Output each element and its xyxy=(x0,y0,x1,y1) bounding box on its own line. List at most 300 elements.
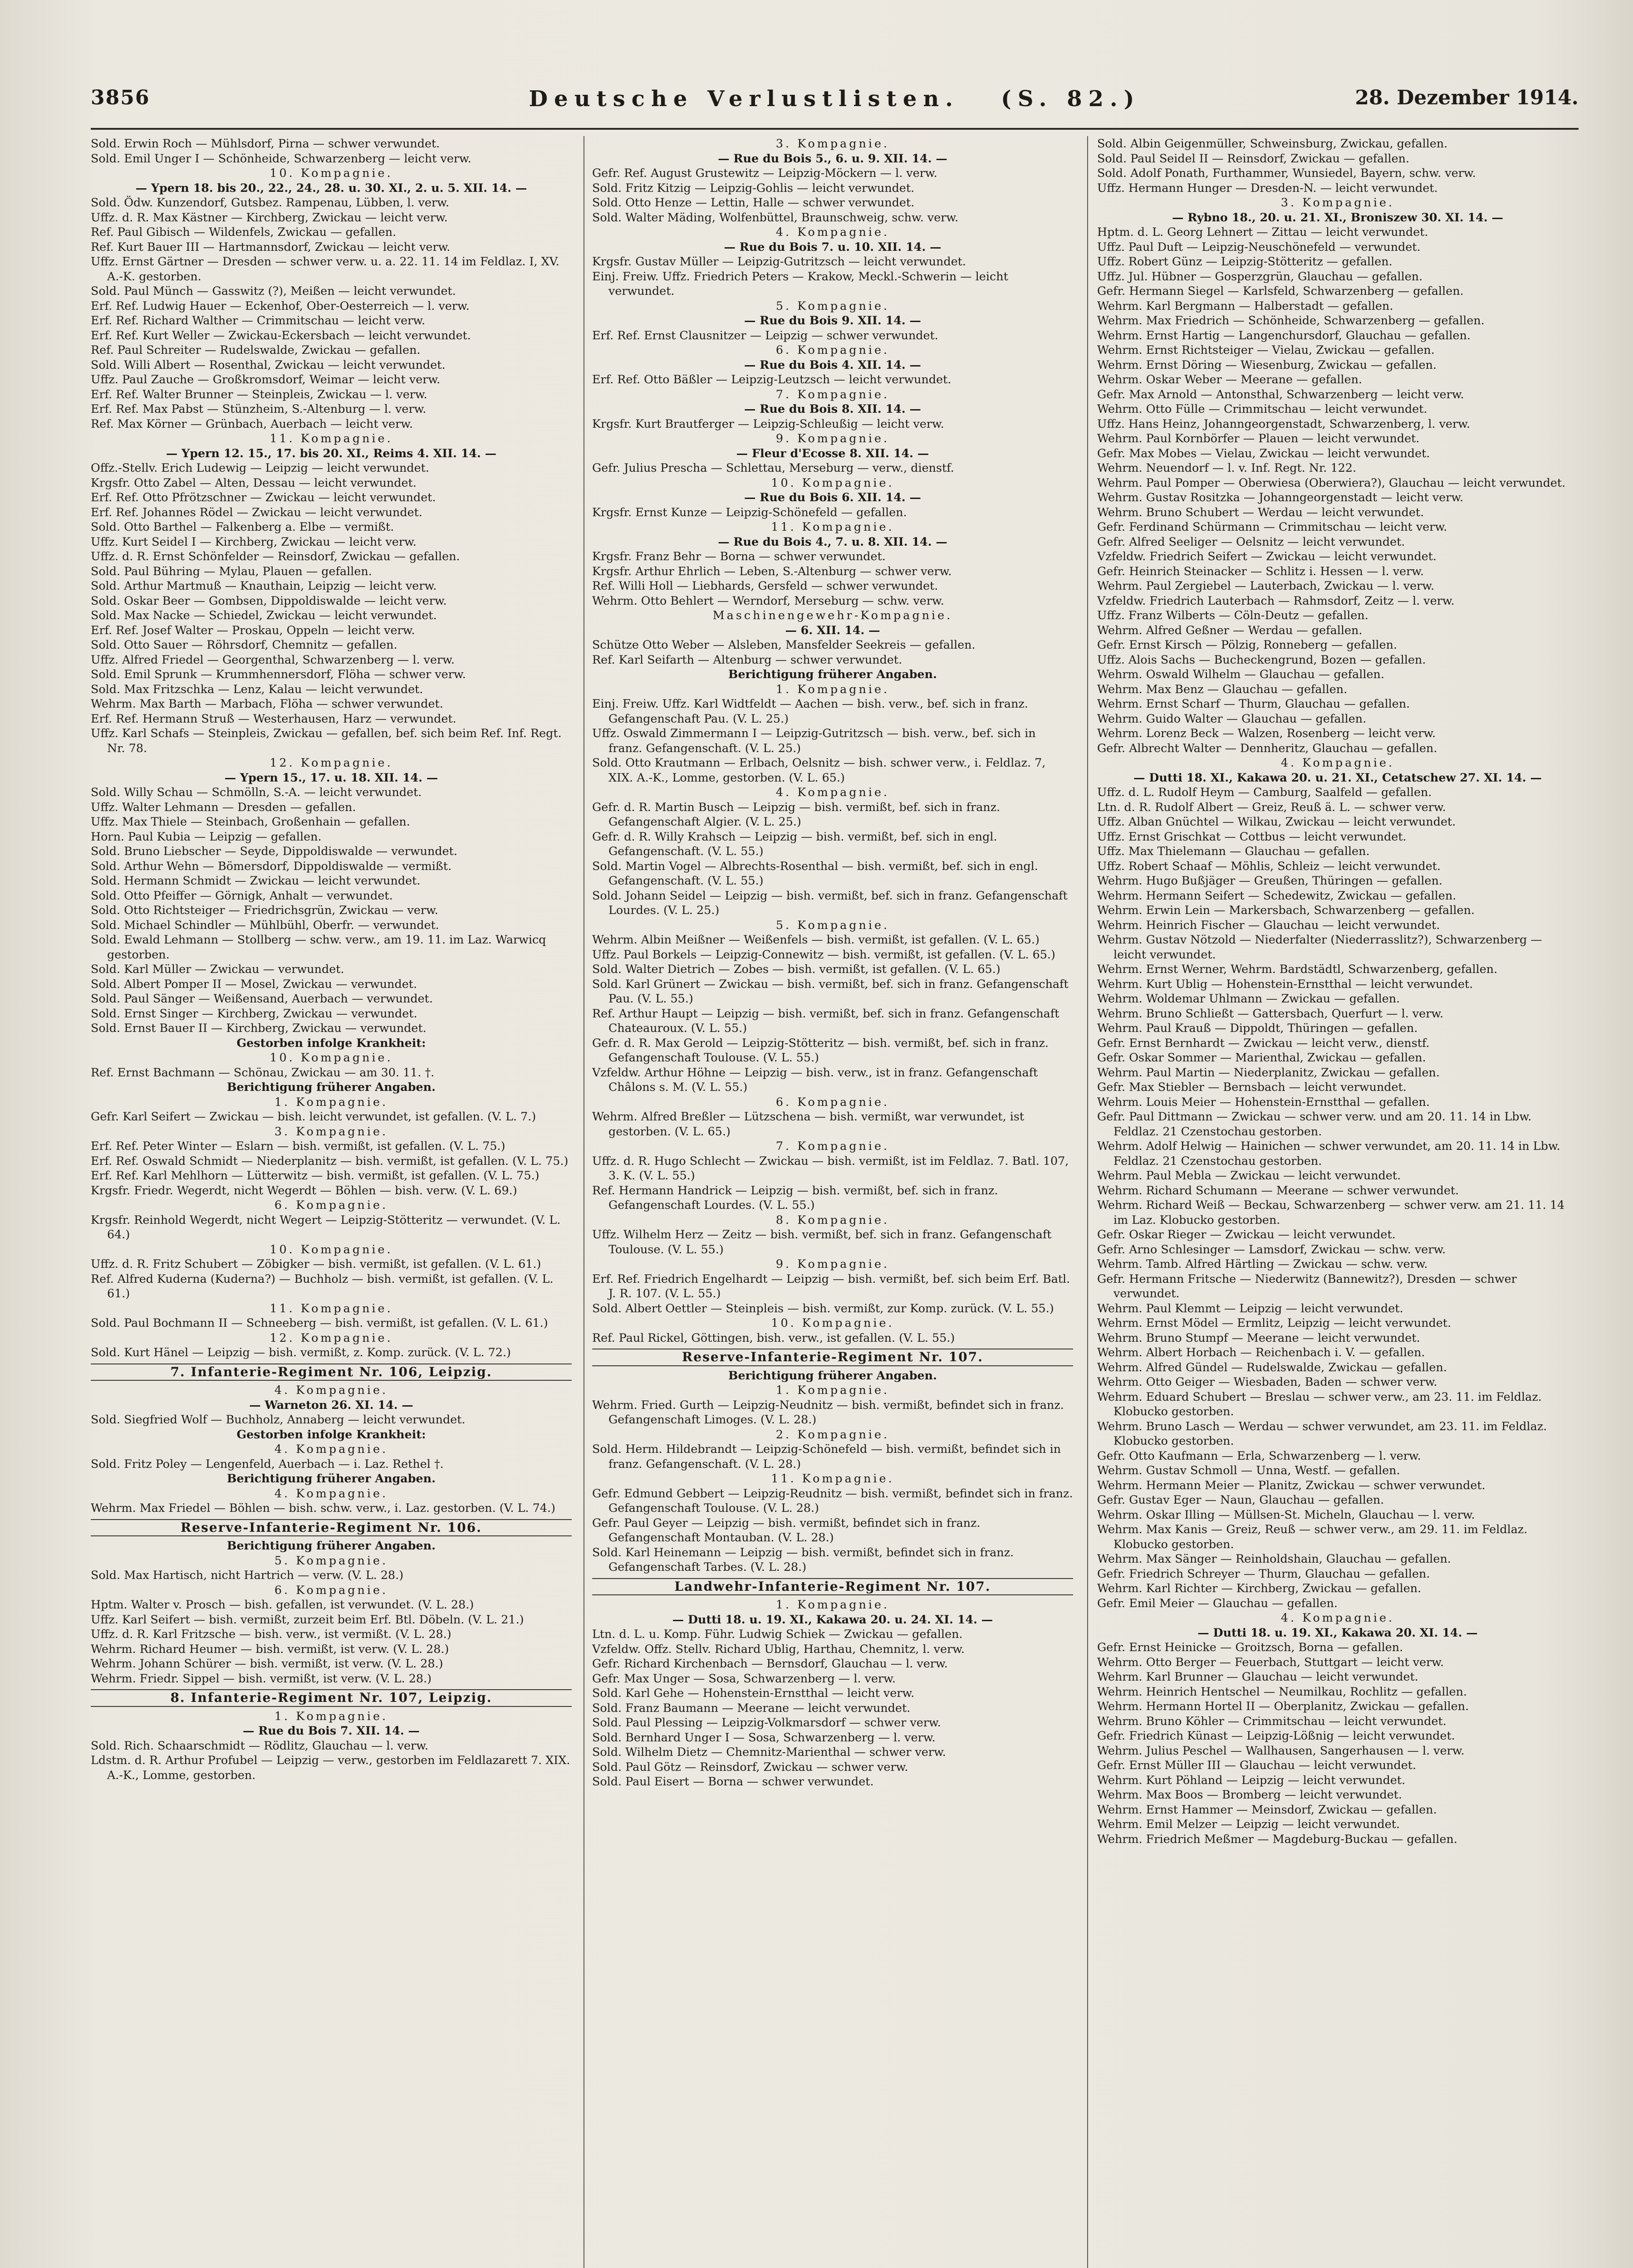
casualty-entry: Uffz. Jul. Hübner — Gosperzgrün, Glauchau — gefallen. xyxy=(1097,269,1423,283)
casualty-entry: Sold. Otto Sauer — Röhrsdorf, Chemnitz — gefallen. xyxy=(91,638,397,651)
casualty-entry: Sold. Arthur Wehn — Bömersdorf, Dippoldiswalde — vermißt. xyxy=(91,859,452,873)
casualty-entry: Uffz. Franz Wilberts — Cöln-Deutz — gefallen. xyxy=(1097,608,1368,622)
casualty-entry: Wehrm. Guido Walter — Glauchau — gefallen. xyxy=(1097,711,1367,725)
company-heading: 2. Kompagnie. xyxy=(775,1427,890,1441)
casualty-entry: Uffz. Oswald Zimmermann I — Leipzig-Gutritzsch — bish. verw., bef. sich in franz. Gefangenschaft. (V. L. 25.) xyxy=(592,726,1036,755)
casualty-entry: Vzfeldw. Arthur Höhne — Leipzig — bish. verw., ist in franz. Gefangenschaft Châlons s. M. (V. L. 55.) xyxy=(592,1065,1038,1094)
casualty-entry: Sold. Max Nacke — Schiedel, Zwickau — leicht verwundet. xyxy=(91,608,437,622)
casualty-entry: Erf. Ref. Johannes Rödel — Zwickau — leicht verwundet. xyxy=(91,505,422,519)
casualty-entry: Sold. Emil Unger I — Schönheide, Schwarzenberg — leicht verw. xyxy=(91,151,471,165)
casualty-entry: Uffz. Robert Günz — Leipzig-Stötteritz — gefallen. xyxy=(1097,254,1393,268)
casualty-entry: Sold. Karl Heinemann — Leipzig — bish. vermißt, befindet sich in franz. Gefangenschaft Tarbes. (V. L. 28.) xyxy=(592,1545,1014,1574)
casualty-entry: Wehrm. Hugo Bußjäger — Greußen, Thüringen — gefallen. xyxy=(1097,874,1442,887)
casualty-entry: Sold. Johann Seidel — Leipzig — bish. vermißt, bef. sich in franz. Gefangenschaft Lourdes. (V. L. 25.) xyxy=(592,888,1068,917)
battle-heading: — Rue du Bois 8. XII. 14. — xyxy=(744,402,921,415)
casualty-entry: Erf. Ref. Friedrich Engelhardt — Leipzig — bish. vermißt, bef. sich beim Erf. Batl. J. R. 107. (V. L. 55.) xyxy=(592,1271,1070,1300)
casualty-entry: Sold. Bruno Liebscher — Seyde, Dippoldiswalde — verwundet. xyxy=(91,844,457,858)
regiment-heading: 8. Infanterie-Regiment Nr. 107, Leipzig. xyxy=(91,1689,572,1707)
company-heading: 6. Kompagnie. xyxy=(274,1198,388,1212)
company-heading: 11. Kompagnie. xyxy=(771,520,894,533)
casualty-entry: Wehrm. Oswald Wilhelm — Glauchau — gefallen. xyxy=(1097,667,1384,681)
casualty-entry: Schütze Otto Weber — Alsleben, Mansfelder Seekreis — gefallen. xyxy=(592,638,976,651)
casualty-entry: Sold. Paul Sänger — Weißensand, Auerbach — verwundet. xyxy=(91,992,433,1005)
casualty-entry: Gefr. Arno Schlesinger — Lamsdorf, Zwickau — schw. verw. xyxy=(1097,1242,1446,1256)
casualty-entry: Wehrm. Ernst Scharf — Thurm, Glauchau — gefallen. xyxy=(1097,697,1410,710)
casualty-entry: Uffz. Karl Seifert — bish. vermißt, zurzeit beim Erf. Btl. Döbeln. (V. L. 21.) xyxy=(91,1612,524,1626)
company-heading: 10. Kompagnie. xyxy=(771,475,894,489)
casualty-entry: Sold. Otto Barthel — Falkenberg a. Elbe — vermißt. xyxy=(91,520,394,533)
casualty-entry: Sold. Karl Gehe — Hohenstein-Ernstthal — leicht verw. xyxy=(592,1686,915,1700)
company-heading: 5. Kompagnie. xyxy=(775,918,890,932)
battle-heading: — Rue du Bois 4. XII. 14. — xyxy=(744,357,921,371)
casualty-entry: Erf. Ref. Ernst Clausnitzer — Leipzig — schwer verwundet. xyxy=(592,328,938,342)
company-heading: 7. Kompagnie. xyxy=(775,387,890,401)
battle-heading: — Rue du Bois 9. XII. 14. — xyxy=(744,313,921,327)
casualty-entry: Vzfeldw. Friedrich Seifert — Zwickau — leicht verwundet. xyxy=(1097,549,1437,563)
battle-heading: — Rybno 18., 20. u. 21. XI., Broniszew 30. XI. 14. — xyxy=(1172,210,1503,224)
casualty-entry: Sold. Oskar Beer — Gombsen, Dippoldiswalde — leicht verw. xyxy=(91,593,447,607)
company-heading: 12. Kompagnie. xyxy=(270,1330,393,1344)
casualty-entry: Wehrm. Paul Krauß — Dippoldt, Thüringen — gefallen. xyxy=(1097,1021,1418,1035)
subsection-heading: Berichtigung früherer Angaben. xyxy=(728,667,937,681)
battle-heading: — Fleur d'Ecosse 8. XII. 14. — xyxy=(736,446,929,460)
casualty-entry: Ref. Karl Seifarth — Altenburg — schwer verwundet. xyxy=(592,652,902,666)
casualty-entry: Einj. Freiw. Uffz. Karl Widtfeldt — Aachen — bish. verw., bef. sich in franz. Gefangenschaft Pau. (V. L. 25.) xyxy=(592,697,1028,725)
casualty-entry: Gefr. Hermann Siegel — Karlsfeld, Schwarzenberg — gefallen. xyxy=(1097,284,1464,298)
company-heading: 4. Kompagnie. xyxy=(1280,1611,1395,1624)
company-heading: 4. Kompagnie. xyxy=(1280,756,1395,769)
casualty-entry: Gefr. Alfred Seeliger — Oelsnitz — leicht verwundet. xyxy=(1097,534,1405,548)
company-heading: 10. Kompagnie. xyxy=(270,166,393,180)
casualty-entry: Gefr. Heinrich Steinacker — Schlitz i. Hessen — l. verw. xyxy=(1097,564,1424,578)
battle-heading: — Rue du Bois 6. XII. 14. — xyxy=(744,490,921,504)
casualty-entry: Gefr. d. R. Martin Busch — Leipzig — bish. vermißt, bef. sich in franz. Gefangenschaft Algier. (V. L. 25.) xyxy=(592,800,1000,828)
casualty-entry: Krgsfr. Otto Zabel — Alten, Dessau — leicht verwundet. xyxy=(91,475,417,489)
casualty-entry: Gefr. Paul Dittmann — Zwickau — schwer verw. und am 20. 11. 14 in Lbw. Feldlaz. 21 Czenstochau gestorben. xyxy=(1097,1110,1532,1138)
casualty-entry: Uffz. Paul Borkels — Leipzig-Connewitz — bish. vermißt, ist gefallen. (V. L. 65.) xyxy=(592,947,1055,961)
casualty-entry: Sold. Albin Geigenmüller, Schweinsburg, Zwickau, gefallen. xyxy=(1097,137,1448,150)
casualty-entry: Wehrm. Max Friedel — Böhlen — bish. schw. verw., i. Laz. gestorben. (V. L. 74.) xyxy=(91,1501,555,1515)
company-heading: 3. Kompagnie. xyxy=(274,1124,388,1138)
casualty-entry: Wehrm. Richard Schumann — Meerane — schwer verwundet. xyxy=(1097,1183,1459,1197)
casualty-entry: Offz.-Stellv. Erich Ludewig — Leipzig — leicht verwundet. xyxy=(91,461,429,474)
casualty-entry: Wehrm. Hermann Meier — Planitz, Zwickau — schwer verwundet. xyxy=(1097,1478,1486,1492)
casualty-entry: Wehrm. Ernst Hammer — Meinsdorf, Zwickau — gefallen. xyxy=(1097,1802,1437,1816)
casualty-entry: Sold. Rich. Schaarschmidt — Rödlitz, Glauchau — l. verw. xyxy=(91,1738,428,1752)
column-2 xyxy=(592,136,1073,2268)
casualty-entry: Wehrm. Gustav Rositzka — Johanngeorgenstadt — leicht verw. xyxy=(1097,490,1464,504)
casualty-entry: Sold. Paul Plessing — Leipzig-Volkmarsdorf — schwer verw. xyxy=(592,1716,941,1729)
casualty-entry: Gefr. Max Unger — Sosa, Schwarzenberg — l. verw. xyxy=(592,1671,896,1685)
casualty-entry: Sold. Otto Krautmann — Erlbach, Oelsnitz — bish. schwer verw., i. Feldlaz. 7, XIX. A.-K., Lomme, gestorben. (V. L. 65.) xyxy=(592,756,1046,784)
casualty-entry: Uffz. Alfred Friedel — Georgenthal, Schwarzenberg — l. verw. xyxy=(91,652,455,666)
subsection-heading: Gestorben infolge Krankheit: xyxy=(236,1036,426,1050)
company-heading: 7. Kompagnie. xyxy=(775,1139,890,1153)
casualty-entry: Wehrm. Paul Pomper — Oberwiesa (Oberwiera?), Glauchau — leicht verwundet. xyxy=(1097,475,1566,489)
casualty-entry: Sold. Karl Grünert — Zwickau — bish. vermißt, bef. sich in franz. Gefangenschaft Pau. (V. L. 55.) xyxy=(592,977,1069,1005)
casualty-entry: Gefr. Julius Prescha — Schlettau, Merseburg — verw., dienstf. xyxy=(592,461,954,474)
battle-heading: — Rue du Bois 7. XII. 14. — xyxy=(243,1724,420,1737)
casualty-entry: Wehrm. Paul Kornbörfer — Plauen — leicht verwundet. xyxy=(1097,431,1420,445)
company-heading: 9. Kompagnie. xyxy=(775,431,890,445)
battle-heading: — Rue du Bois 7. u. 10. XII. 14. — xyxy=(724,240,942,254)
company-heading: 10. Kompagnie. xyxy=(270,1242,393,1256)
casualty-entry: Erf. Ref. Oswald Schmidt — Niederplanitz — bish. vermißt, ist gefallen. (V. L. 75.) xyxy=(91,1154,569,1168)
casualty-entry: Wehrm. Julius Peschel — Wallhausen, Sangerhausen — l. verw. xyxy=(1097,1743,1465,1757)
casualty-entry: Uffz. Hans Heinz, Johanngeorgenstadt, Schwarzenberg, l. verw. xyxy=(1097,416,1470,430)
casualty-entry: Gefr. Max Mobes — Vielau, Zwickau — leicht verwundet. xyxy=(1097,446,1430,460)
company-heading: 6. Kompagnie. xyxy=(274,1583,388,1597)
subsection-heading: Berichtigung früherer Angaben. xyxy=(728,1368,937,1382)
subsection-heading: Berichtigung früherer Angaben. xyxy=(227,1471,436,1485)
casualty-entry: Erf. Ref. Karl Mehlhorn — Lütterwitz — bish. vermißt, ist gefallen. (V. L. 75.) xyxy=(91,1168,539,1182)
casualty-entry: Wehrm. Otto Geiger — Wiesbaden, Baden — schwer verw. xyxy=(1097,1375,1437,1388)
casualty-entry: Gefr. Oskar Sommer — Marienthal, Zwickau — gefallen. xyxy=(1097,1051,1426,1064)
casualty-entry: Wehrm. Bruno Köhler — Crimmitschau — leicht verwundet. xyxy=(1097,1714,1447,1728)
casualty-entry: Hptm. d. L. Georg Lehnert — Zittau — leicht verwundet. xyxy=(1097,225,1428,239)
casualty-entry: Wehrm. Hermann Hortel II — Oberplanitz, Zwickau — gefallen. xyxy=(1097,1699,1469,1713)
casualty-entry: Erf. Ref. Richard Walther — Crimmitschau — leicht verw. xyxy=(91,313,426,327)
casualty-entry: Wehrm. Gustav Schmoll — Unna, Westf. — gefallen. xyxy=(1097,1463,1400,1477)
casualty-entry: Sold. Herm. Hildebrandt — Leipzig-Schönefeld — bish. vermißt, befindet sich in franz. Gefangenschaft. (V. L. 28.) xyxy=(592,1442,1061,1471)
casualty-entry: Ref. Hermann Handrick — Leipzig — bish. vermißt, bef. sich in franz. Gefangenschaft Lourdes. (V. L. 55.) xyxy=(592,1183,998,1212)
company-heading: 11. Kompagnie. xyxy=(270,1301,393,1315)
casualty-entry: Uffz. d. R. Max Kästner — Kirchberg, Zwickau — leicht verw. xyxy=(91,210,448,224)
casualty-entry: Sold. Paul Götz — Reinsdorf, Zwickau — schwer verw. xyxy=(592,1760,908,1774)
casualty-entry: Gefr. d. R. Willy Krahsch — Leipzig — bish. vermißt, bef. sich in engl. Gefangenschaft. (V. L. 55.) xyxy=(592,829,997,858)
casualty-entry: Wehrm. Fried. Gurth — Leipzig-Neudnitz — bish. vermißt, befindet sich in franz. Gefangenschaft Limoges. (V. L. 28.) xyxy=(592,1398,1064,1426)
casualty-entry: Uffz. Wilhelm Herz — Zeitz — bish. vermißt, bef. sich in franz. Gefangenschaft Toulouse. (V. L. 55.) xyxy=(592,1227,1052,1256)
casualty-entry: Gefr. Ferdinand Schürmann — Crimmitschau — leicht verw. xyxy=(1097,520,1447,533)
casualty-entry: Sold. Paul Bühring — Mylau, Plauen — gefallen. xyxy=(91,564,372,578)
casualty-entry: Wehrm. Ernst Richtsteiger — Vielau, Zwickau — gefallen. xyxy=(1097,343,1435,357)
casualty-entry: Sold. Adolf Ponath, Furthammer, Wunsiedel, Bayern, schw. verw. xyxy=(1097,166,1476,180)
casualty-entry: Sold. Hermann Schmidt — Zwickau — leicht verwundet. xyxy=(91,874,421,887)
issue-date: 28. Dezember 1914. xyxy=(1355,86,1579,109)
casualty-entry: Uffz. Ernst Gärtner — Dresden — schwer verw. u. a. 22. 11. 14 im Feldlaz. I, XV. A.-K. gestorben. xyxy=(91,254,559,283)
casualty-entry: Sold. Ewald Lehmann — Stollberg — schw. verw., am 19. 11. im Laz. Warwicq gestorben. xyxy=(91,933,546,961)
regiment-heading: Reserve-Infanterie-Regiment Nr. 107. xyxy=(592,1349,1073,1366)
casualty-entry: Wehrm. Karl Bergmann — Halberstadt — gefallen. xyxy=(1097,298,1393,313)
casualty-entry: Wehrm. Tamb. Alfred Härtling — Zwickau — schw. verw. xyxy=(1097,1257,1428,1271)
casualty-entry: Erf. Ref. Hermann Struß — Westerhausen, Harz — verwundet. xyxy=(91,711,456,725)
casualty-entry: Vzfeldw. Offz. Stellv. Richard Ublig, Harthau, Chemnitz, l. verw. xyxy=(592,1642,965,1656)
company-heading: 12. Kompagnie. xyxy=(270,756,393,769)
battle-heading: — Ypern 12. 15., 17. bis 20. XI., Reims 4. XII. 14. — xyxy=(166,446,497,460)
casualty-entry: Uffz. d. R. Fritz Schubert — Zöbigker — bish. vermißt, ist gefallen. (V. L. 61.) xyxy=(91,1257,541,1271)
casualty-entry: Wehrm. Lorenz Beck — Walzen, Rosenberg — leicht verw. xyxy=(1097,726,1436,740)
casualty-entry: Wehrm. Alfred Gündel — Rudelswalde, Zwickau — gefallen. xyxy=(1097,1360,1447,1374)
casualty-entry: Wehrm. Otto Fülle — Crimmitschau — leicht verwundet. xyxy=(1097,402,1427,415)
casualty-entry: Uffz. Alois Sachs — Bucheckengrund, Bozen — gefallen. xyxy=(1097,652,1426,666)
casualty-entry: Uffz. Walter Lehmann — Dresden — gefallen. xyxy=(91,800,356,814)
issue-number: (S. 82.) xyxy=(1001,86,1141,112)
regiment-heading: 7. Infanterie-Regiment Nr. 106, Leipzig. xyxy=(91,1364,572,1381)
casualty-entry: Wehrm. Kurt Ublig — Hohenstein-Ernstthal — leicht verwundet. xyxy=(1097,977,1473,991)
casualty-entry: Gefr. Otto Kaufmann — Erla, Schwarzenberg — l. verw. xyxy=(1097,1448,1421,1462)
casualty-entry: Erf. Ref. Otto Pfrötzschner — Zwickau — leicht verwundet. xyxy=(91,490,436,504)
company-heading: 1. Kompagnie. xyxy=(274,1709,388,1723)
casualty-entry: Uffz. Karl Schafs — Steinpleis, Zwickau — gefallen, bef. sich beim Ref. Inf. Regt. Nr. 78. xyxy=(91,726,562,755)
casualty-entry: Wehrm. Max Boos — Bromberg — leicht verwundet. xyxy=(1097,1788,1403,1801)
casualty-entry: Gefr. Richard Kirchenbach — Bernsdorf, Glauchau — l. verw. xyxy=(592,1657,948,1670)
casualty-entry: Wehrm. Paul Martin — Niederplanitz, Zwickau — gefallen. xyxy=(1097,1065,1440,1079)
casualty-entry: Uffz. Hermann Hunger — Dresden-N. — leicht verwundet. xyxy=(1097,181,1438,195)
company-heading: 10. Kompagnie. xyxy=(771,1316,894,1330)
company-heading: 8. Kompagnie. xyxy=(775,1212,890,1227)
casualty-entry: Wehrm. Bruno Stumpf — Meerane — leicht verwundet. xyxy=(1097,1330,1420,1344)
casualty-entry: Hptm. Walter v. Prosch — bish. gefallen, ist verwundet. (V. L. 28.) xyxy=(91,1598,474,1611)
casualty-entry: Wehrm. Kurt Pöhland — Leipzig — leicht verwundet. xyxy=(1097,1773,1406,1787)
company-heading: 1. Kompagnie. xyxy=(775,1598,890,1611)
casualty-entry: Gefr. Ref. August Grustewitz — Leipzig-Möckern — l. verw. xyxy=(592,166,937,180)
casualty-entry: Uffz. Paul Duft — Leipzig-Neuschönefeld — verwundet. xyxy=(1097,240,1421,254)
regiment-heading: Landwehr-Infanterie-Regiment Nr. 107. xyxy=(592,1578,1073,1596)
casualty-entry: Gefr. Edmund Gebbert — Leipzig-Reudnitz — bish. vermißt, befindet sich in franz. Gefangenschaft Toulouse. (V. L. 28.) xyxy=(592,1486,1073,1515)
casualty-entry: Gefr. Oskar Rieger — Zwickau — leicht verwundet. xyxy=(1097,1227,1396,1241)
battle-heading: — Rue du Bois 4., 7. u. 8. XII. 14. — xyxy=(718,534,947,548)
casualty-entry: Gefr. Ernst Bernhardt — Zwickau — leicht verw., dienstf. xyxy=(1097,1036,1430,1050)
casualty-entry: Ldstm. d. R. Arthur Profubel — Leipzig — verw., gestorben im Feldlazarett 7. XIX. A.-K., Lomme, gestorben. xyxy=(91,1753,570,1782)
company-heading: 6. Kompagnie. xyxy=(775,1095,890,1109)
casualty-entry: Wehrm. Bruno Lasch — Werdau — schwer verwundet, am 23. 11. im Feldlaz. Klobucko gestorben. xyxy=(1097,1419,1547,1447)
casualty-entry: Wehrm. Ernst Mödel — Ermlitz, Leipzig — leicht verwundet. xyxy=(1097,1316,1452,1330)
casualty-entry: Wehrm. Richard Heumer — bish. vermißt, ist verw. (V. L. 28.) xyxy=(91,1642,449,1656)
casualty-entry: Vzfeldw. Friedrich Lauterbach — Rahmsdorf, Zeitz — l. verw. xyxy=(1097,593,1455,607)
casualty-entry: Wehrm. Max Kanis — Greiz, Reuß — schwer verw., am 29. 11. im Feldlaz. Klobucko gestorben. xyxy=(1097,1522,1528,1551)
casualty-entry: Sold. Karl Müller — Zwickau — verwundet. xyxy=(91,962,344,976)
casualty-entry: Krgsfr. Franz Behr — Borna — schwer verwundet. xyxy=(592,549,886,563)
casualty-entry: Ref. Arthur Haupt — Leipzig — bish. vermißt, bef. sich in franz. Gefangenschaft Chateauroux. (V. L. 55.) xyxy=(592,1006,1059,1035)
casualty-entry: Sold. Kurt Hänel — Leipzig — bish. vermißt, z. Komp. zurück. (V. L. 72.) xyxy=(91,1345,511,1359)
company-heading: 4. Kompagnie. xyxy=(274,1486,388,1500)
casualty-entry: Uffz. d. R. Karl Fritzsche — bish. verw., ist vermißt. (V. L. 28.) xyxy=(91,1627,451,1641)
casualty-entry: Sold. Ernst Bauer II — Kirchberg, Zwickau — verwundet. xyxy=(91,1021,427,1035)
regiment-heading: Reserve-Infanterie-Regiment Nr. 106. xyxy=(91,1519,572,1537)
casualty-entry: Wehrm. Ernst Werner, Wehrm. Bardstädtl, Schwarzenberg, gefallen. xyxy=(1097,962,1498,976)
casualty-entry: Sold. Arthur Martmuß — Knauthain, Leipzig — leicht verw. xyxy=(91,579,437,592)
casualty-entry: Einj. Freiw. Uffz. Friedrich Peters — Krakow, Meckl.-Schwerin — leicht verwundet. xyxy=(592,269,1008,298)
casualty-entry: Ref. Paul Rickel, Göttingen, bish. verw., ist gefallen. (V. L. 55.) xyxy=(592,1330,955,1344)
casualty-entry: Gefr. Ernst Kirsch — Pölzig, Ronneberg — gefallen. xyxy=(1097,638,1398,651)
casualty-entry: Uffz. Robert Schaaf — Möhlis, Schleiz — leicht verwundet. xyxy=(1097,859,1441,873)
casualty-entry: Sold. Martin Vogel — Albrechts-Rosenthal — bish. vermißt, bef. sich in engl. Gefangenschaft. (V. L. 55.) xyxy=(592,859,1038,887)
casualty-entry: Gefr. Albrecht Walter — Dennheritz, Glauchau — gefallen. xyxy=(1097,741,1437,755)
company-heading: 10. Kompagnie. xyxy=(270,1051,393,1064)
columns xyxy=(91,136,1579,2268)
casualty-entry: Erf. Ref. Kurt Weller — Zwickau-Eckersbach — leicht verwundet. xyxy=(91,328,471,342)
subsection-heading: Berichtigung früherer Angaben. xyxy=(227,1539,436,1552)
casualty-entry: Sold. Paul Bochmann II — Schneeberg — bish. vermißt, ist gefallen. (V. L. 61.) xyxy=(91,1316,548,1330)
battle-heading: — Dutti 18. XI., Kakawa 20. u. 21. XI., Cetatschew 27. XI. 14. — xyxy=(1133,770,1542,784)
casualty-entry: Wehrm. Emil Melzer — Leipzig — leicht verwundet. xyxy=(1097,1817,1400,1831)
casualty-entry: Wehrm. Erwin Lein — Markersbach, Schwarzenberg — gefallen. xyxy=(1097,903,1475,917)
casualty-entry: Wehrm. Neuendorf — l. v. Inf. Regt. Nr. 122. xyxy=(1097,461,1357,474)
company-heading: 4. Kompagnie. xyxy=(775,785,890,799)
company-heading: 11. Kompagnie. xyxy=(270,431,393,445)
casualty-entry: Uffz. d. R. Ernst Schönfelder — Reinsdorf, Zwickau — gefallen. xyxy=(91,549,460,563)
casualty-entry: Horn. Paul Kubia — Leipzig — gefallen. xyxy=(91,829,322,843)
casualty-entry: Sold. Franz Baumann — Meerane — leicht verwundet. xyxy=(592,1701,911,1715)
casualty-entry: Uffz. Ernst Grischkat — Cottbus — leicht verwundet. xyxy=(1097,829,1407,843)
casualty-entry: Ltn. d. L. u. Komp. Führ. Ludwig Schiek — Zwickau — gefallen. xyxy=(592,1627,963,1641)
casualty-entry: Sold. Fritz Poley — Lengenfeld, Auerbach — i. Laz. Rethel †. xyxy=(91,1457,444,1471)
page-number: 3856 xyxy=(91,86,150,109)
company-heading: 4. Kompagnie. xyxy=(775,225,890,239)
company-heading: Maschinengewehr-Kompagnie. xyxy=(712,608,953,622)
casualty-entry: Uffz. Max Thielemann — Glauchau — gefallen. xyxy=(1097,844,1370,858)
company-heading: 5. Kompagnie. xyxy=(775,298,890,313)
casualty-entry: Uffz. Kurt Seidel I — Kirchberg, Zwickau — leicht verw. xyxy=(91,534,417,548)
casualty-entry: Wehrm. Hermann Seifert — Schedewitz, Zwickau — gefallen. xyxy=(1097,888,1456,902)
company-heading: 1. Kompagnie. xyxy=(274,1095,388,1109)
casualty-entry: Ref. Ernst Bachmann — Schönau, Zwickau — am 30. 11. †. xyxy=(91,1065,435,1079)
page-header xyxy=(91,86,1579,122)
casualty-entry: Gefr. Friedrich Schreyer — Thurm, Glauchau — gefallen. xyxy=(1097,1566,1430,1580)
casualty-entry: Sold. Paul Eisert — Borna — schwer verwundet. xyxy=(592,1774,874,1788)
casualty-entry: Sold. Albert Oettler — Steinpleis — bish. vermißt, zur Komp. zurück. (V. L. 55.) xyxy=(592,1301,1054,1315)
battle-heading: — Warneton 26. XI. 14. — xyxy=(249,1398,413,1412)
battle-heading: — Ypern 15., 17. u. 18. XII. 14. — xyxy=(224,770,438,784)
casualty-entry: Sold. Paul Seidel II — Reinsdorf, Zwickau — gefallen. xyxy=(1097,151,1410,165)
battle-heading: — Dutti 18. u. 19. XI., Kakawa 20. XI. 14. — xyxy=(1197,1625,1478,1639)
casualty-entry: Sold. Walter Mäding, Wolfenbüttel, Braunschweig, schw. verw. xyxy=(592,210,959,224)
casualty-entry: Sold. Otto Richtsteiger — Friedrichsgrün, Zwickau — verw. xyxy=(91,903,438,917)
company-heading: 4. Kompagnie. xyxy=(274,1383,388,1397)
casualty-entry: Ref. Max Körner — Grünbach, Auerbach — leicht verw. xyxy=(91,416,413,430)
casualty-entry: Ref. Kurt Bauer III — Hartmannsdorf, Zwickau — leicht verw. xyxy=(91,240,451,254)
company-heading: 3. Kompagnie. xyxy=(1280,196,1395,209)
casualty-entry: Sold. Otto Pfeiffer — Görnigk, Anhalt — verwundet. xyxy=(91,888,393,902)
casualty-entry: Ref. Paul Schreiter — Rudelswalde, Zwickau — gefallen. xyxy=(91,343,421,357)
casualty-entry: Wehrm. Otto Behlert — Werndorf, Merseburg — schw. verw. xyxy=(592,593,944,607)
company-heading: 9. Kompagnie. xyxy=(775,1257,890,1271)
casualty-entry: Sold. Willy Schau — Schmölln, S.-A. — leicht verwundet. xyxy=(91,785,422,799)
casualty-entry: Uffz. Paul Zauche — Großkromsdorf, Weimar — leicht verw. xyxy=(91,372,441,386)
casualty-entry: Gefr. d. R. Max Gerold — Leipzig-Stötteritz — bish. vermißt, bef. sich in franz. Gefangenschaft Toulouse. (V. L. 55.) xyxy=(592,1036,1049,1064)
casualty-entry: Gefr. Max Arnold — Antonsthal, Schwarzenberg — leicht verw. xyxy=(1097,387,1464,401)
casualty-entry: Wehrm. Richard Weiß — Beckau, Schwarzenberg — schwer verw. am 21. 11. 14 im Laz. Klobucko gestorben. xyxy=(1097,1198,1565,1227)
casualty-entry: Gefr. Friedrich Künast — Leipzig-Lößnig — leicht verwundet. xyxy=(1097,1729,1455,1742)
casualty-entry: Wehrm. Max Benz — Glauchau — gefallen. xyxy=(1097,682,1348,696)
subsection-heading: Berichtigung früherer Angaben. xyxy=(227,1080,436,1094)
casualty-entry: Wehrm. Paul Mebla — Zwickau — leicht verwundet. xyxy=(1097,1168,1401,1182)
casualty-entry: Gefr. Max Stiebler — Bernsbach — leicht verwundet. xyxy=(1097,1080,1407,1094)
publication-title: Deutsche Verlustlisten. xyxy=(529,86,959,112)
casualty-entry: Wehrm. Paul Klemmt — Leipzig — leicht verwundet. xyxy=(1097,1301,1403,1315)
casualty-entry: Wehrm. Heinrich Hentschel — Neumilkau, Rochlitz — gefallen. xyxy=(1097,1684,1467,1698)
casualty-entry: Uffz. d. R. Hugo Schlecht — Zwickau — bish. vermißt, ist im Feldlaz. 7. Batl. 107, 3. K. (V. L. 55.) xyxy=(592,1154,1069,1182)
casualty-entry: Sold. Wilhelm Dietz — Chemnitz-Marienthal — schwer verw. xyxy=(592,1745,946,1759)
casualty-entry: Gefr. Gustav Eger — Naun, Glauchau — gefallen. xyxy=(1097,1493,1384,1506)
company-heading: 6. Kompagnie. xyxy=(775,343,890,357)
company-heading: 1. Kompagnie. xyxy=(775,682,890,696)
casualty-entry: Wehrm. Max Sänger — Reinholdshain, Glauchau — gefallen. xyxy=(1097,1552,1451,1565)
company-heading: 3. Kompagnie. xyxy=(775,137,890,150)
casualty-entry: Sold. Max Hartisch, nicht Hartrich — verw. (V. L. 28.) xyxy=(91,1568,404,1582)
casualty-entry: Uffz. Max Thiele — Steinbach, Großenhain — gefallen. xyxy=(91,815,410,828)
casualty-entry: Sold. Ernst Singer — Kirchberg, Zwickau — verwundet. xyxy=(91,1006,417,1020)
column-3 xyxy=(1097,136,1578,2268)
casualty-entry: Gefr. Emil Meier — Glauchau — gefallen. xyxy=(1097,1596,1338,1610)
casualty-entry: Sold. Bernhard Unger I — Sosa, Schwarzenberg — l. verw. xyxy=(592,1730,936,1744)
casualty-entry: Erf. Ref. Ludwig Hauer — Eckenhof, Ober-Oesterreich — l. verw. xyxy=(91,298,470,313)
casualty-entry: Ref. Alfred Kuderna (Kudernа?) — Buchholz — bish. vermißt, ist gefallen. (V. L. 61.) xyxy=(91,1271,554,1300)
battle-heading: — Ypern 18. bis 20., 22., 24., 28. u. 30. XI., 2. u. 5. XII. 14. — xyxy=(135,181,527,195)
casualty-entry: Erf. Ref. Otto Bäßler — Leipzig-Leutzsch — leicht verwundet. xyxy=(592,372,951,386)
casualty-entry: Wehrm. Albert Horbach — Reichenbach i. V. — gefallen. xyxy=(1097,1345,1425,1359)
casualty-entry: Erf. Ref. Walter Brunner — Steinpleis, Zwickau — l. verw. xyxy=(91,387,427,401)
casualty-entry: Wehrm. Max Friedrich — Schönheide, Schwarzenberg — gefallen. xyxy=(1097,313,1485,327)
casualty-entry: Krgsfr. Arthur Ehrlich — Leben, S.-Altenburg — schwer verw. xyxy=(592,564,952,578)
casualty-entry: Wehrm. Woldemar Uhlmann — Zwickau — gefallen. xyxy=(1097,992,1400,1005)
casualty-entry: Sold. Michael Schindler — Mühlbühl, Oberfr. — verwundet. xyxy=(91,918,439,932)
header-rule xyxy=(91,128,1579,130)
casualty-entry: Wehrm. Max Barth — Marbach, Flöha — schwer verwundet. xyxy=(91,697,443,710)
casualty-entry: Wehrm. Friedrich Meßmer — Magdeburg-Buckau — gefallen. xyxy=(1097,1832,1457,1846)
casualty-entry: Wehrm. Ernst Hartig — Langenchursdorf, Glauchau — gefallen. xyxy=(1097,328,1471,342)
casualty-entry: Sold. Walter Dietrich — Zobes — bish. vermißt, ist gefallen. (V. L. 65.) xyxy=(592,962,1000,976)
casualty-entry: Sold. Paul Münch — Gasswitz (?), Meißen — leicht verwundet. xyxy=(91,284,456,298)
casualty-entry: Gefr. Ernst Müller III — Glauchau — leicht verwundet. xyxy=(1097,1758,1417,1772)
company-heading: 11. Kompagnie. xyxy=(771,1471,894,1485)
casualty-entry: Krgsfr. Reinhold Wegerdt, nicht Wegert — Leipzig-Stötteritz — verwundet. (V. L. 64.) xyxy=(91,1212,561,1241)
casualty-entry: Sold. Max Fritzschka — Lenz, Kalau — leicht verwundet. xyxy=(91,682,423,696)
company-heading: 1. Kompagnie. xyxy=(775,1383,890,1397)
casualty-entry: Wehrm. Oskar Weber — Meerane — gefallen. xyxy=(1097,372,1363,386)
casualty-entry: Sold. Fritz Kitzig — Leipzig-Gohlis — leicht verwundet. xyxy=(592,181,915,195)
casualty-entry: Krgsfr. Kurt Brautferger — Leipzig-Schleußig — leicht verw. xyxy=(592,416,944,430)
casualty-entry: Gefr. Paul Geyer — Leipzig — bish. vermißt, befindet sich in franz. Gefangenschaft Montauban. (V. L. 28.) xyxy=(592,1515,981,1544)
casualty-entry: Ltn. d. R. Rudolf Albert — Greiz, Reuß ä. L. — schwer verw. xyxy=(1097,800,1446,814)
casualty-entry: Wehrm. Bruno Schließt — Gattersbach, Querfurt — l. verw. xyxy=(1097,1006,1444,1020)
casualty-entry: Erf. Ref. Max Pabst — Stünzheim, S.-Altenburg — l. verw. xyxy=(91,402,427,415)
casualty-entry: Uffz. d. L. Rudolf Heym — Camburg, Saalfeld — gefallen. xyxy=(1097,785,1432,799)
casualty-entry: Sold. Albert Pomper II — Mosel, Zwickau — verwundet. xyxy=(91,977,417,991)
battle-heading: — Rue du Bois 5., 6. u. 9. XII. 14. — xyxy=(718,151,947,165)
casualty-entry: Wehrm. Gustav Nötzold — Niederfalter (Niederrasslitz?), Schwarzenberg — leicht verwundet. xyxy=(1097,933,1542,961)
casualty-entry: Wehrm. Oskar Illing — Müllsen-St. Micheln, Glauchau — l. verw. xyxy=(1097,1507,1475,1521)
casualty-entry: Krgsfr. Ernst Kunze — Leipzig-Schönefeld — gefallen. xyxy=(592,505,907,519)
casualty-entry: Krgsfr. Gustav Müller — Leipzig-Gutritzsch — leicht verwundet. xyxy=(592,254,966,268)
casualty-entry: Wehrm. Otto Berger — Feuerbach, Stuttgart — leicht verw. xyxy=(1097,1655,1444,1669)
casualty-entry: Gefr. Hermann Fritsche — Niederwitz (Bannewitz?), Dresden — schwer verwundet. xyxy=(1097,1271,1517,1300)
company-heading: 5. Kompagnie. xyxy=(274,1553,388,1567)
casualty-entry: Sold. Ödw. Kunzendorf, Gutsbez. Rampenau, Lübben, l. verw. xyxy=(91,196,449,209)
casualty-entry: Gefr. Ernst Heinicke — Groitzsch, Borna — gefallen. xyxy=(1097,1640,1403,1654)
casualty-entry: Wehrm. Bruno Schubert — Werdau — leicht verwundet. xyxy=(1097,505,1424,519)
casualty-entry: Wehrm. Friedr. Sippel — bish. vermißt, ist verw. (V. L. 28.) xyxy=(91,1671,432,1685)
subsection-heading: Gestorben infolge Krankheit: xyxy=(236,1427,426,1441)
casualty-entry: Wehrm. Alfred Breßler — Lützschena — bish. vermißt, war verwundet, ist gestorben. (V. L. 65.) xyxy=(592,1110,1025,1138)
casualty-entry: Wehrm. Karl Richter — Kirchberg, Zwickau — gefallen. xyxy=(1097,1581,1422,1595)
casualty-entry: Wehrm. Louis Meier — Hohenstein-Ernstthal — gefallen. xyxy=(1097,1095,1430,1109)
company-heading: 4. Kompagnie. xyxy=(274,1442,388,1456)
casualty-entry: Wehrm. Albin Meißner — Weißenfels — bish. vermißt, ist gefallen. (V. L. 65.) xyxy=(592,933,1040,946)
casualty-entry: Erf. Ref. Peter Winter — Eslarn — bish. vermißt, ist gefallen. (V. L. 75.) xyxy=(91,1139,505,1153)
casualty-entry: Ref. Willi Holl — Liebhards, Gersfeld — schwer verwundet. xyxy=(592,579,938,592)
casualty-entry: Sold. Otto Henze — Lettin, Halle — schwer verwundet. xyxy=(592,196,915,209)
casualty-entry: Sold. Willi Albert — Rosenthal, Zwickau — leicht verwundet. xyxy=(91,357,446,371)
casualty-entry: Uffz. Alban Gnüchtel — Wilkau, Zwickau — leicht verwundet. xyxy=(1097,815,1456,828)
casualty-entry: Wehrm. Karl Brunner — Glauchau — leicht verwundet. xyxy=(1097,1670,1418,1683)
casualty-entry: Wehrm. Eduard Schubert — Breslau — schwer verw., am 23. 11. im Feldlaz. Klobucko gestorben. xyxy=(1097,1389,1542,1418)
battle-heading: — Dutti 18. u. 19. XI., Kakawa 20. u. 24. XI. 14. — xyxy=(672,1612,993,1626)
casualty-entry: Sold. Siegfried Wolf — Buchholz, Annaberg — leicht verwundet. xyxy=(91,1413,466,1426)
casualty-entry: Sold. Erwin Roch — Mühlsdorf, Pirna — schwer verwundet. xyxy=(91,137,440,150)
casualty-entry: Wehrm. Johann Schürer — bish. vermißt, ist verw. (V. L. 28.) xyxy=(91,1657,443,1670)
casualty-entry: Ref. Paul Gibisch — Wildenfels, Zwickau — gefallen. xyxy=(91,225,397,239)
